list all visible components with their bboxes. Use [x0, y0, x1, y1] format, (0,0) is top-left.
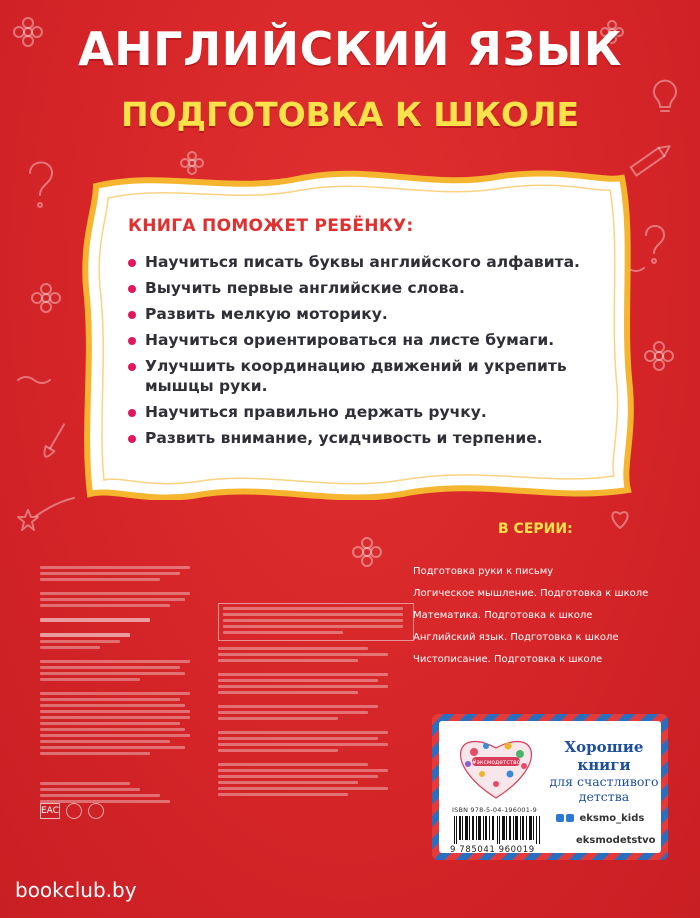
- benefits-list: [125, 252, 595, 448]
- telegram-icon: [566, 814, 574, 822]
- slogan-line: для счастливого: [549, 774, 659, 789]
- slogan-line: Хорошие: [564, 738, 644, 756]
- barcode: [452, 816, 544, 844]
- benefit-item: Улучшить координацию движений и укрепить мышцы руки.: [125, 356, 595, 396]
- brush-icon: [41, 422, 68, 459]
- eac-mark-icon: EAC: [40, 803, 60, 819]
- heart-icon: [612, 512, 627, 528]
- series-list: [413, 566, 648, 676]
- series-item: Математика. Подготовка к школе: [413, 610, 593, 621]
- benefit-item: Выучить первые английские слова.: [125, 278, 595, 298]
- benefit-item: Научиться писать буквы английского алфавита.: [125, 252, 595, 272]
- social-handle-text: eksmo_kids: [579, 813, 645, 824]
- vk-icon: [556, 814, 564, 822]
- book-subtitle: ПОДГОТОВКА К ШКОЛЕ: [120, 95, 580, 134]
- benefits-content: [125, 216, 595, 454]
- benefit-item: Научиться правильно держать ручку.: [125, 402, 595, 422]
- barcode-digits: 9 785041 960019: [450, 845, 535, 855]
- publisher-slogan: [543, 738, 665, 804]
- benefit-item: Научиться ориентироваться на листе бумаги.: [125, 330, 595, 350]
- book-title: АНГЛИЙСКИЙ ЯЗЫК: [78, 22, 622, 76]
- flower-icon: [353, 538, 381, 566]
- flower-icon: [32, 284, 60, 312]
- pencil-icon: [631, 142, 673, 175]
- slogan-line: книги: [577, 756, 631, 774]
- slogan-line: детства: [578, 789, 630, 804]
- question-mark-icon: [646, 226, 664, 263]
- publisher-site: eksmodetstvo: [576, 835, 656, 846]
- imprint-fine-print-right: [218, 603, 414, 853]
- certification-mark-icon: [88, 803, 104, 819]
- series-item: Английский язык. Подготовка к школе: [413, 632, 619, 643]
- isbn: ISBN 978-5-04-196001-9: [452, 806, 537, 814]
- series-heading: В СЕРИИ:: [498, 521, 573, 537]
- series-item: Логическое мышление. Подготовка к школе: [413, 588, 649, 599]
- star-icon: [18, 498, 74, 530]
- sticker-brand: #эксмодетство: [471, 759, 521, 766]
- series-item: Подготовка руки к письму: [413, 566, 554, 577]
- flower-icon: [645, 342, 673, 370]
- social-handle: [556, 813, 644, 824]
- benefit-item: Развить мелкую моторику.: [125, 304, 595, 324]
- benefits-heading: КНИГА ПОМОЖЕТ РЕБЁНКУ:: [128, 216, 414, 236]
- age-mark-icon: [66, 803, 82, 819]
- question-mark-icon: [30, 163, 52, 208]
- benefit-item: Развить внимание, усидчивость и терпение.: [125, 428, 595, 448]
- watermark: bookclub.by: [15, 878, 137, 902]
- series-item: Чистописание. Подготовка к школе: [413, 654, 603, 665]
